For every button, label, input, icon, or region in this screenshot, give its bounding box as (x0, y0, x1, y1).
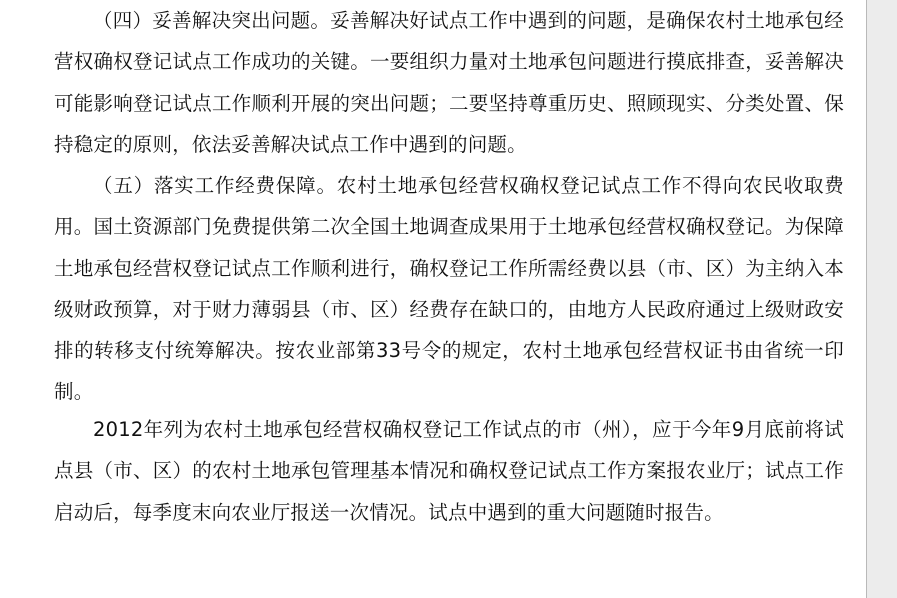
viewer-background (867, 0, 897, 598)
paragraph-funding-guarantee: （五）落实工作经费保障。农村土地承包经营权确权登记试点工作不得向农民收取费用。国土资源部门免费提供第二次全国土地调查成果用于土地承包经营权确权登记。为保障土地承包经营权登记试点工作顺利进行，确权登记工作所需经费以县（市、区）为主纳入本级财政预算，对于财力薄弱县（市、区）经费存在缺口的，由地方人民政府通过上级财政安排的转移支付统筹解决。按农业部第33号令的规定，农村土地承包经营权证书由省统一印制。 (54, 174, 844, 404)
paragraph-reporting: 2012年列为农村土地承包经营权确权登记工作试点的市（州），应于今年9月底前将试点县（市、区）的农村土地承包管理基本情况和确权登记试点工作方案报农业厅；试点工作启动后，每季度末向农业厅报送一次情况。试点中遇到的重大问题随时报告。 (54, 418, 844, 524)
paragraph-funding-issues: （四）妥善解决突出问题。妥善解决好试点工作中遇到的问题，是确保农村土地承包经营权确权登记试点工作成功的关键。一要组织力量对土地承包问题进行摸底排查，妥善解决可能影响登记试点工作顺利开展的突出问题；二要坚持尊重历史、照顾现实、分类处置、保持稳定的原则，依法妥善解决试点工作中遇到的问题。 (54, 9, 844, 156)
